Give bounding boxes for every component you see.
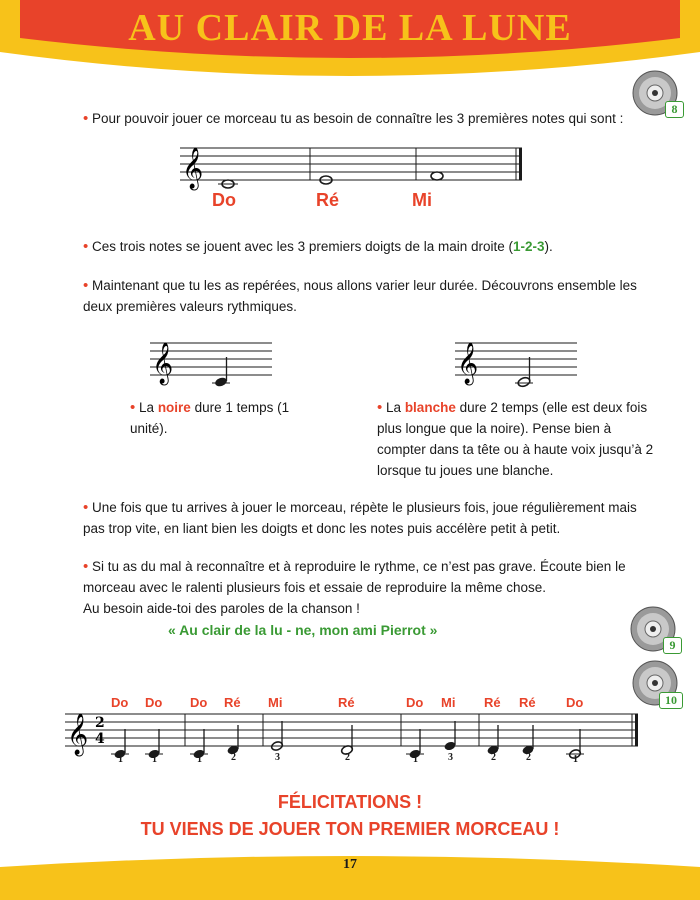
melody-note-label: Do [566,695,584,710]
melody-note-label: Do [145,695,163,710]
finger-number: 1 [118,754,123,765]
blanche-prefix: La [386,400,405,415]
page-number: 17 [343,857,357,872]
treble-clef-icon: 𝄞 [67,714,89,755]
bullet-icon: • [83,238,89,255]
fingers-highlight: 1-2-3 [512,239,545,254]
bullet-icon: • [377,399,383,416]
note-name-do: Do [212,190,236,210]
treble-clef-icon: 𝄞 [152,343,174,384]
melody-note-label: Ré [484,695,501,710]
finger-number: 1 [197,754,202,765]
melody-note-label: Ré [338,695,355,710]
bullet-icon: • [83,110,89,127]
finger-number: 1 [413,754,418,765]
melody-note-label: Mi [441,695,456,710]
blanche-description [377,397,662,481]
melody-note-label: Do [406,695,424,710]
durations-paragraph [83,275,643,317]
noire-prefix: La [139,400,158,415]
intro-text: Pour pouvoir jouer ce morceau tu as besoin de connaître les 3 premières notes qui sont : [92,111,624,126]
staff-first-notes [180,138,530,198]
finger-number: 3 [448,752,453,763]
noire-description [130,397,300,439]
congrats-line-1: FÉLICITATIONS ! [277,792,423,812]
finger-number: 2 [526,752,531,763]
note-name-mi: Mi [412,190,432,210]
lyrics-line: « Au clair de la lu - ne, mon ami Pierrot » [168,622,438,638]
time-signature-top: 2 [95,715,105,731]
finger-number: 1 [152,754,157,765]
finger-number: 3 [275,752,280,763]
melody-staff [65,700,645,780]
finger-number: 2 [231,752,236,763]
treble-clef-icon: 𝄞 [457,343,479,384]
page-title: AU CLAIR DE LA LUNE [128,7,572,49]
track-number-badge: 8 [665,101,684,118]
fingers-end: ). [544,239,553,254]
intro-paragraph [83,108,663,129]
blanche-rest: dure 2 temps (elle est deux fois plus longue que la noire). Pense bien à compter dans ta tête ou à haute voix jusqu’à 2 lorsque tu joues une blanche. [377,400,654,478]
melody-note-label: Do [190,695,208,710]
bullet-icon: • [83,499,89,516]
note-name-re: Ré [316,190,340,210]
rhythm-paragraph [83,556,653,619]
noire-word: noire [157,400,191,415]
finger-number: 1 [573,754,578,765]
repeat-paragraph [83,497,648,539]
durations-text: Maintenant que tu les as repérées, nous allons varier leur durée. Découvrons ensemble les deux premières valeurs rythmiques. [83,278,637,314]
bullet-icon: • [130,399,136,416]
rhythm-text-help: Au besoin aide-toi des paroles de la chanson ! [83,601,360,616]
repeat-text: Une fois que tu arrives à jouer le morceau, répète le plusieurs fois, joue régulièrement mais pas trop vite, en liant bien les doigts et donc les notes puis accélère petit à petit. [83,500,637,536]
melody-note-label: Ré [519,695,536,710]
time-signature-bottom: 4 [95,731,105,747]
staff-blanche [455,335,580,390]
track-number-badge: 9 [663,637,682,654]
finger-number: 2 [345,752,350,763]
melody-note-label: Do [111,695,129,710]
bullet-icon: • [83,558,89,575]
track-number-badge: 10 [659,692,683,709]
treble-clef-icon: 𝄞 [182,148,204,189]
staff-noire [150,335,275,390]
blanche-word: blanche [404,400,456,415]
bullet-icon: • [83,277,89,294]
fingers-text: Ces trois notes se jouent avec les 3 premiers doigts de la main droite ( [92,239,513,254]
noire-rest: dure 1 temps (1 unité). [130,400,290,436]
congrats-line-2: TU VIENS DE JOUER TON PREMIER MORCEAU ! [140,819,560,839]
melody-note-label: Mi [268,695,283,710]
rhythm-text: Si tu as du mal à reconnaître et à reproduire le rythme, ce n’est pas grave. Écoute bien le morceau avec le ralenti plusieurs fois et essaie de reproduire la même chose. [83,559,626,595]
melody-note-label: Ré [224,695,241,710]
fingers-paragraph [83,236,643,257]
finger-number: 2 [491,752,496,763]
